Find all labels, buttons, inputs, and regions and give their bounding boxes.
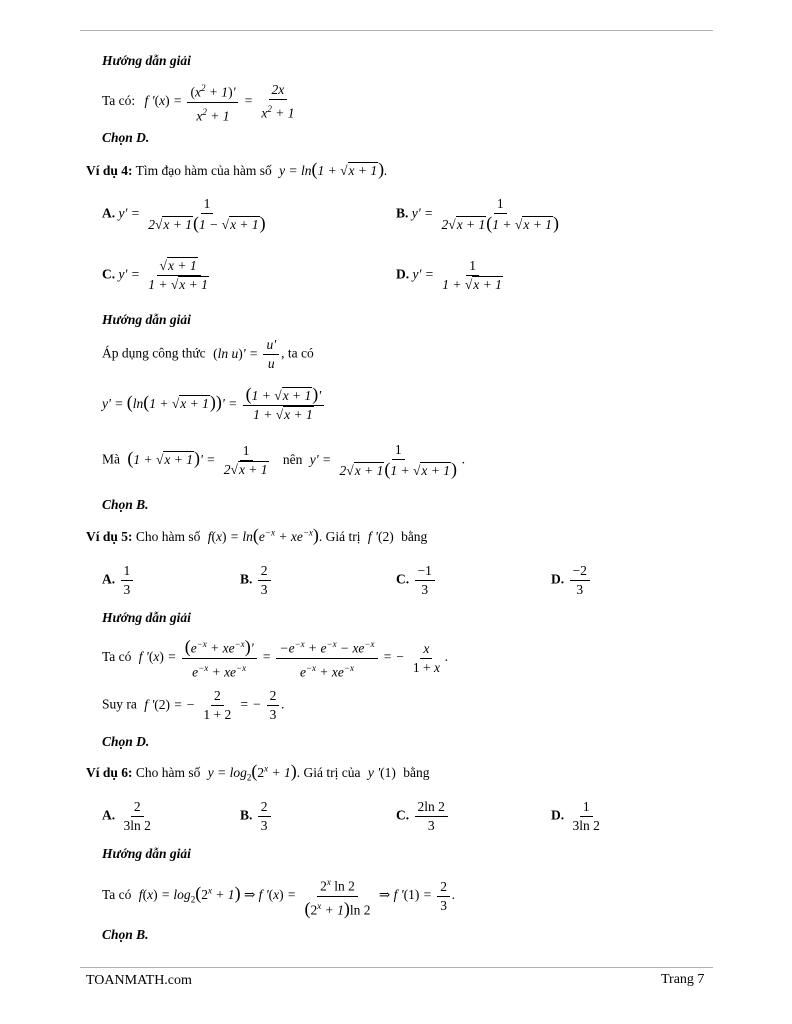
- example-5-derivative: Ta có f '(x) = $\frac{(e^{-x} + xe^{-x})'}{e^{-x} + xe^{-x}}$ = $\frac{-e^{-x} + e^{-x} - xe^{-x}}{e^{-x} + xe^{-x}}$ = − $\frac{x}{1 + x}$ .: [102, 636, 449, 679]
- example-5-option-c: C. $\frac{-1}{3}$: [396, 563, 437, 598]
- hint-heading-4: Hướng dẫn giải: [102, 846, 191, 861]
- example-4-option-b: B. y' = $\frac{1}{2√x + 1(1 + √x + 1)}$: [396, 196, 559, 233]
- example-5-option-d: D. $\frac{-2}{3}$: [551, 563, 592, 598]
- example-5-value: Suy ra f '(2) = − $\frac{2}{1 + 2}$ = − $\frac{2}{3}$ .: [102, 688, 285, 722]
- example-4-option-a: A. y' = $\frac{1}{2√x + 1(1 - √x + 1)}$: [102, 196, 266, 233]
- intro-ta-co: Ta có:: [102, 93, 136, 109]
- example-6-option-c: C. $\frac{2\ln 2}{3}$: [396, 799, 450, 834]
- hint-heading-1: Hướng dẫn giải: [102, 53, 191, 68]
- example-6-derivative: Ta có $f(x) = \log_2(2^x + 1)$ ⇒ f '(x) = $\frac{2^x \ln 2}{(2^x + 1)\ln 2}$ ⇒ f '(1) = $\frac{2}{3}$ .: [102, 874, 455, 918]
- example-6-option-b: B. $\frac{2}{3}$: [240, 799, 273, 834]
- intro-fraction-2: $\frac{2x}{x^2 + 1}$: [261, 82, 295, 121]
- choose-b-1: Chọn B.: [102, 497, 149, 512]
- intro-fraction-1: $\frac{(x^2 + 1)'}{x^2 + 1}$: [187, 80, 238, 124]
- example-6-option-a: A. $\frac{2}{3\ln 2}$: [102, 799, 151, 833]
- intro-derivative-line: Ta có: f '(x) = $\frac{(x^2 + 1)'}{x^2 + 1}$ = $\frac{2x}{x^2 + 1}$: [102, 80, 299, 124]
- example-5-statement: Ví dụ 5: Cho hàm số $f(x) = \ln(e^{-x} + xe^{-x})$. Giá trị f '(2) bằng: [86, 525, 428, 545]
- header-rule: [80, 30, 713, 31]
- example-4-derivative: y' = (ln(1 + √x + 1))' = $\frac{(1 + √x + 1)'}{1 + √x + 1}$: [102, 386, 326, 423]
- example-4-label: Ví dụ 4:: [86, 163, 133, 178]
- choose-d-2: Chọn D.: [102, 734, 150, 749]
- example-4-statement: Ví dụ 4: Tìm đạo hàm của hàm số y = ln(1 + √x + 1).: [86, 159, 388, 179]
- example-4-option-d: D. y' = $\frac{1}{1 + √x + 1}$: [396, 258, 502, 292]
- choose-b-2: Chọn B.: [102, 927, 149, 942]
- hint-heading-2: Hướng dẫn giải: [102, 312, 191, 327]
- footer-page-number: Trang 7: [661, 972, 705, 987]
- example-4-text: Tìm đạo hàm của hàm số: [135, 163, 272, 178]
- example-4-option-c: C. y' = $\frac{√x + 1}{1 + √x + 1}$: [102, 258, 208, 292]
- example-6-statement: Ví dụ 6: Cho hàm số $y = \log_2(2^x + 1)$. Giá trị của y '(1) bằng: [86, 761, 430, 783]
- example-5-option-b: B. $\frac{2}{3}$: [240, 563, 273, 598]
- hint-heading-3: Hướng dẫn giải: [102, 610, 191, 625]
- example-4-apply-formula: Áp dụng công thức (ln u)' = $\frac{u'}{u}$ , ta có: [102, 337, 314, 371]
- choose-d-1: Chọn D.: [102, 130, 150, 145]
- example-4-result: Mà (1 + √x + 1)' = $\frac{1}{2√x + 1}$ nên y' = $\frac{1}{2√x + 1(1 + √x + 1)}$ .: [102, 442, 466, 479]
- footer-rule: [80, 967, 713, 968]
- example-5-option-a: A. $\frac{1}{3}$: [102, 563, 135, 598]
- footer-site: TOANMATH.com: [86, 973, 192, 988]
- example-6-option-d: D. $\frac{1}{3\ln 2}$: [551, 799, 600, 833]
